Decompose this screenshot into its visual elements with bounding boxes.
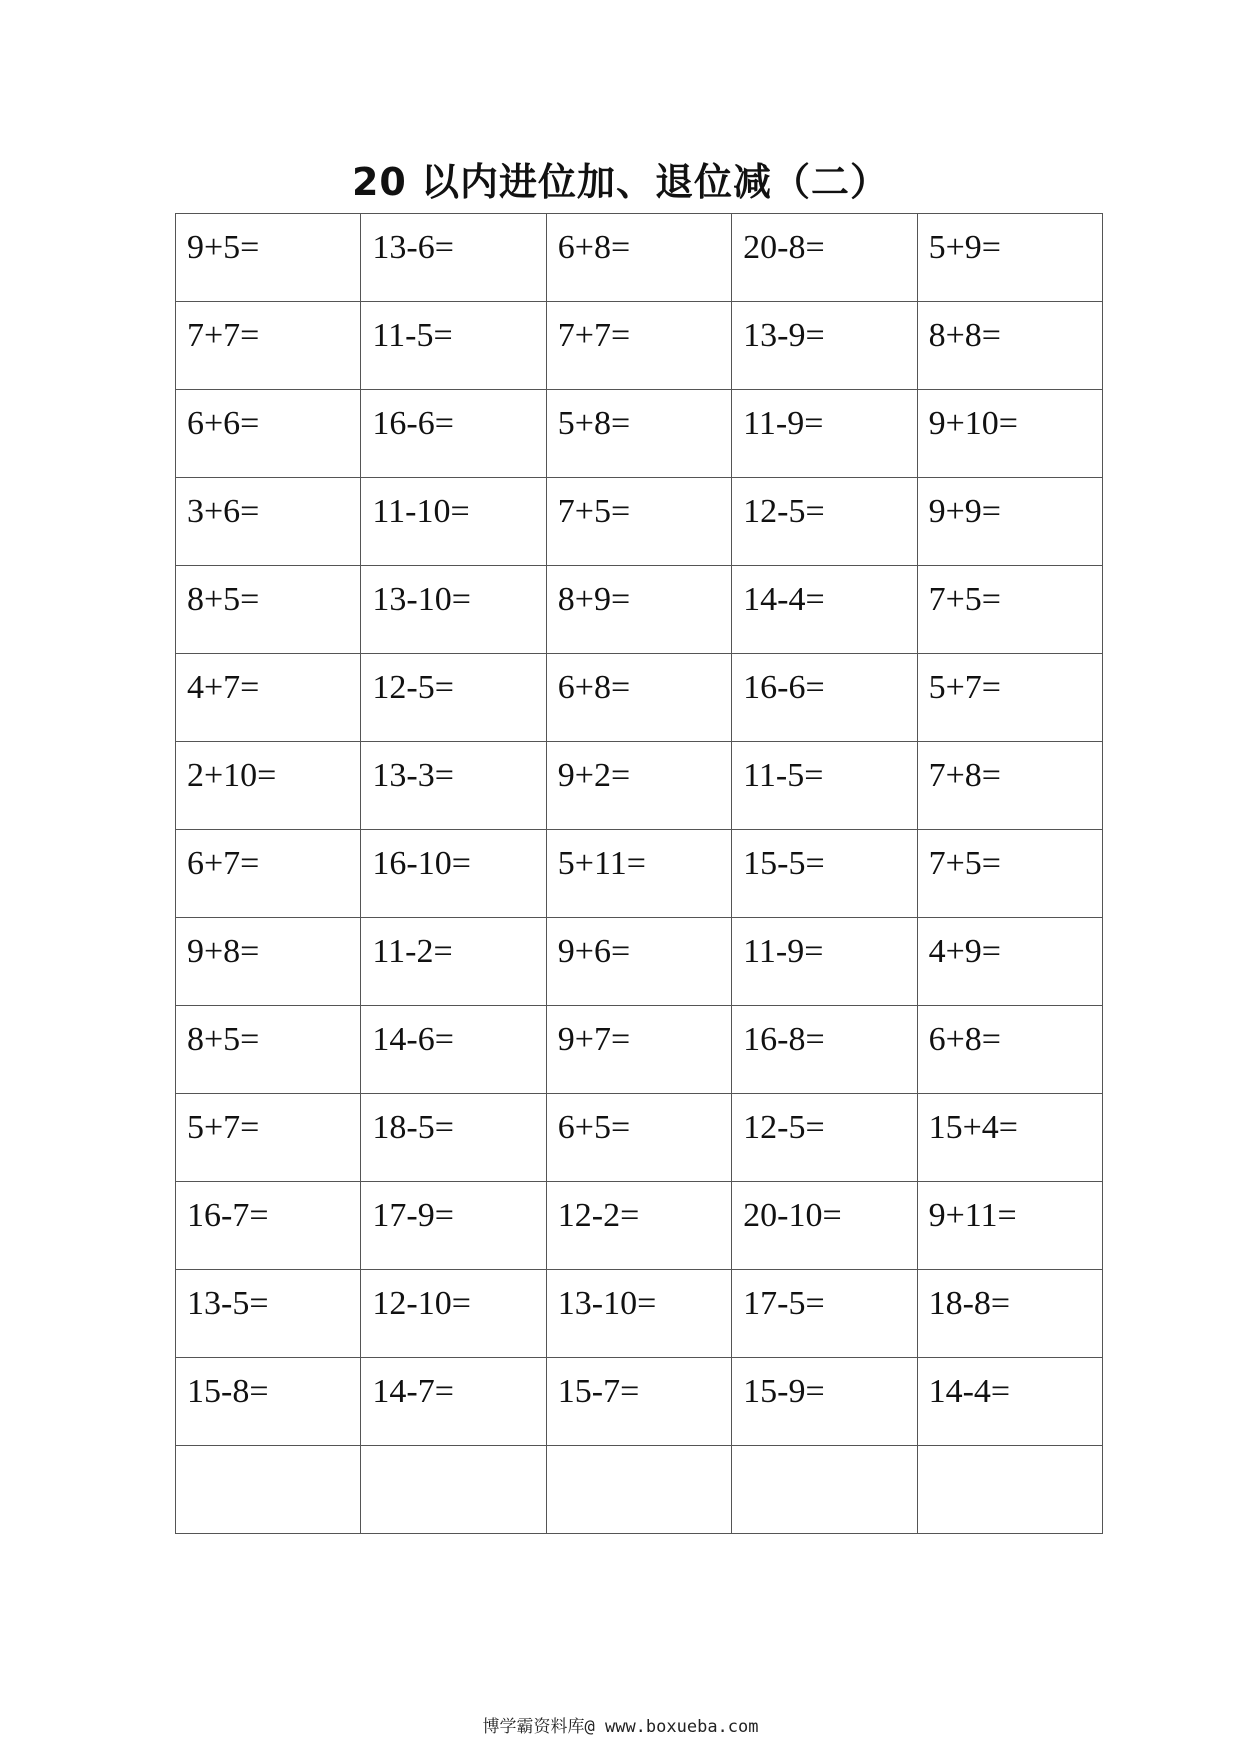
problem-text: 6+8=	[557, 669, 631, 706]
problem-cell	[361, 1446, 546, 1534]
grid-row	[176, 1094, 1103, 1182]
problem-text: 20-8=	[743, 229, 825, 266]
problem-text: 11-10=	[372, 493, 470, 530]
problem-text: 12-5=	[372, 669, 454, 706]
problem-text: 13-9=	[743, 317, 825, 354]
grid-row	[176, 1006, 1103, 1094]
problem-text: 9+2=	[557, 757, 631, 794]
problem-cell	[546, 742, 731, 830]
grid-row	[176, 742, 1103, 830]
problem-cell	[361, 390, 546, 478]
problem-cell	[361, 1094, 546, 1182]
problem-cell	[546, 390, 731, 478]
problem-text: 13-3=	[372, 757, 454, 794]
problem-cell	[917, 566, 1102, 654]
problem-text: 16-8=	[743, 1021, 825, 1058]
problem-cell	[176, 566, 361, 654]
grid-row	[176, 1358, 1103, 1446]
grid-row	[176, 302, 1103, 390]
problem-text	[547, 1446, 731, 1460]
problem-cell	[176, 1094, 361, 1182]
problem-text: 5+8=	[557, 405, 631, 442]
problem-cell	[176, 742, 361, 830]
problem-text: 16-10=	[372, 845, 471, 882]
problem-cell	[176, 830, 361, 918]
problem-cell	[917, 302, 1102, 390]
problem-cell	[361, 1358, 546, 1446]
problem-text: 9+8=	[187, 933, 260, 970]
problem-text: 11-5=	[372, 317, 453, 354]
problem-text: 8+5=	[187, 1021, 260, 1058]
problem-cell	[732, 654, 917, 742]
problem-text: 7+5=	[928, 581, 1001, 618]
problem-cell	[361, 478, 546, 566]
problem-grid	[175, 213, 1103, 1534]
problem-cell	[546, 654, 731, 742]
problem-text: 6+5=	[557, 1109, 631, 1146]
problem-cell	[917, 1182, 1102, 1270]
problem-cell	[917, 390, 1102, 478]
problem-cell	[546, 478, 731, 566]
problem-text: 16-6=	[372, 405, 454, 442]
problem-text: 9+11=	[928, 1197, 1017, 1234]
problem-cell	[176, 1358, 361, 1446]
problem-text: 11-2=	[372, 933, 453, 970]
problem-cell	[546, 830, 731, 918]
problem-cell	[546, 1358, 731, 1446]
problem-cell	[732, 1270, 917, 1358]
problem-text: 6+6=	[187, 405, 260, 442]
problem-text: 15-7=	[557, 1373, 640, 1410]
problem-cell	[546, 214, 731, 302]
problem-cell	[176, 1006, 361, 1094]
problem-cell	[732, 390, 917, 478]
problem-cell	[917, 1358, 1102, 1446]
problem-text: 13-10=	[557, 1285, 657, 1322]
problem-text: 16-6=	[743, 669, 825, 706]
problem-text: 7+5=	[928, 845, 1001, 882]
problem-cell	[917, 654, 1102, 742]
problem-text: 8+5=	[187, 581, 260, 618]
problem-cell	[732, 1182, 917, 1270]
problem-cell	[361, 830, 546, 918]
problem-cell	[546, 1094, 731, 1182]
problem-cell	[176, 1182, 361, 1270]
problem-cell	[917, 1270, 1102, 1358]
problem-text: 15-9=	[743, 1373, 825, 1410]
problem-cell	[176, 478, 361, 566]
problem-cell	[917, 214, 1102, 302]
problem-text: 5+9=	[928, 229, 1001, 266]
problem-text: 5+7=	[928, 669, 1001, 706]
problem-text: 7+7=	[557, 317, 631, 354]
problem-text: 7+5=	[557, 493, 631, 530]
problem-text: 13-5=	[187, 1285, 269, 1322]
problem-text: 6+8=	[928, 1021, 1001, 1058]
problem-cell	[176, 302, 361, 390]
problem-text: 14-4=	[928, 1373, 1011, 1410]
problem-cell	[176, 214, 361, 302]
problem-cell	[732, 478, 917, 566]
grid-row	[176, 654, 1103, 742]
problem-text: 13-10=	[372, 581, 471, 618]
problem-cell	[361, 918, 546, 1006]
problem-cell	[176, 1446, 361, 1534]
problem-cell	[732, 830, 917, 918]
footer-watermark: 博学霸资料库@ www.boxueba.com	[482, 1717, 759, 1737]
grid-row	[176, 1446, 1103, 1534]
problem-text	[176, 1446, 360, 1460]
problem-text: 9+9=	[928, 493, 1001, 530]
grid-row	[176, 478, 1103, 566]
problem-text: 6+8=	[557, 229, 631, 266]
problem-cell	[361, 302, 546, 390]
problem-text: 14-4=	[743, 581, 825, 618]
problem-cell	[176, 390, 361, 478]
problem-cell	[917, 830, 1102, 918]
problem-text: 15-5=	[743, 845, 825, 882]
problem-text: 11-9=	[743, 933, 824, 970]
problem-cell	[546, 1182, 731, 1270]
problem-cell	[732, 1094, 917, 1182]
grid-row	[176, 390, 1103, 478]
problem-text	[918, 1446, 1102, 1460]
grid-row	[176, 830, 1103, 918]
problem-cell	[732, 1006, 917, 1094]
problem-text: 20-10=	[743, 1197, 842, 1234]
problem-cell	[917, 1446, 1102, 1534]
problem-text: 9+6=	[557, 933, 631, 970]
problem-text: 9+5=	[187, 229, 260, 266]
problem-text: 14-6=	[372, 1021, 454, 1058]
problem-text: 8+9=	[557, 581, 631, 618]
grid-row	[176, 566, 1103, 654]
problem-cell	[732, 566, 917, 654]
problem-text: 14-7=	[372, 1373, 454, 1410]
grid-row	[176, 214, 1103, 302]
problem-text: 15+4=	[928, 1109, 1018, 1146]
problem-cell	[917, 1094, 1102, 1182]
problem-text: 4+7=	[187, 669, 260, 706]
grid-row	[176, 918, 1103, 1006]
problem-cell	[732, 1358, 917, 1446]
problem-cell	[917, 918, 1102, 1006]
problem-grid-body	[176, 214, 1103, 1534]
problem-text: 17-9=	[372, 1197, 454, 1234]
problem-cell	[732, 214, 917, 302]
problem-cell	[546, 302, 731, 390]
problem-cell	[732, 302, 917, 390]
problem-text: 12-5=	[743, 493, 825, 530]
problem-text: 17-5=	[743, 1285, 825, 1322]
problem-text: 18-8=	[928, 1285, 1011, 1322]
problem-text: 2+10=	[187, 757, 277, 794]
problem-cell	[546, 918, 731, 1006]
problem-text: 8+8=	[928, 317, 1001, 354]
problem-text: 12-2=	[557, 1197, 640, 1234]
problem-text: 11-9=	[743, 405, 824, 442]
problem-text: 16-7=	[187, 1197, 269, 1234]
problem-text: 18-5=	[372, 1109, 454, 1146]
problem-cell	[546, 1006, 731, 1094]
problem-cell	[361, 566, 546, 654]
problem-cell	[361, 742, 546, 830]
problem-text	[361, 1446, 545, 1460]
grid-row	[176, 1182, 1103, 1270]
problem-text: 15-8=	[187, 1373, 269, 1410]
problem-text: 11-5=	[743, 757, 824, 794]
problem-text: 5+11=	[557, 845, 646, 882]
problem-text	[732, 1446, 916, 1460]
problem-cell	[546, 1270, 731, 1358]
problem-cell	[732, 918, 917, 1006]
problem-cell	[361, 1182, 546, 1270]
problem-text: 12-10=	[372, 1285, 471, 1322]
problem-cell	[917, 1006, 1102, 1094]
problem-text: 12-5=	[743, 1109, 825, 1146]
problem-cell	[917, 742, 1102, 830]
problem-text: 9+10=	[928, 405, 1018, 442]
problem-cell	[361, 214, 546, 302]
problem-text: 9+7=	[557, 1021, 631, 1058]
problem-cell	[732, 742, 917, 830]
problem-cell	[176, 1270, 361, 1358]
problem-cell	[361, 1270, 546, 1358]
problem-text: 6+7=	[187, 845, 260, 882]
worksheet-title: 20 以内进位加、退位减（二）	[351, 160, 890, 204]
problem-text: 4+9=	[928, 933, 1001, 970]
problem-cell	[361, 1006, 546, 1094]
grid-row	[176, 1270, 1103, 1358]
problem-text: 3+6=	[187, 493, 260, 530]
problem-cell	[361, 654, 546, 742]
problem-cell	[546, 1446, 731, 1534]
problem-cell	[917, 478, 1102, 566]
problem-cell	[176, 918, 361, 1006]
problem-text: 7+8=	[928, 757, 1001, 794]
problem-text: 13-6=	[372, 229, 454, 266]
problem-text: 5+7=	[187, 1109, 260, 1146]
problem-cell	[546, 566, 731, 654]
problem-cell	[176, 654, 361, 742]
problem-cell	[732, 1446, 917, 1534]
problem-text: 7+7=	[187, 317, 260, 354]
